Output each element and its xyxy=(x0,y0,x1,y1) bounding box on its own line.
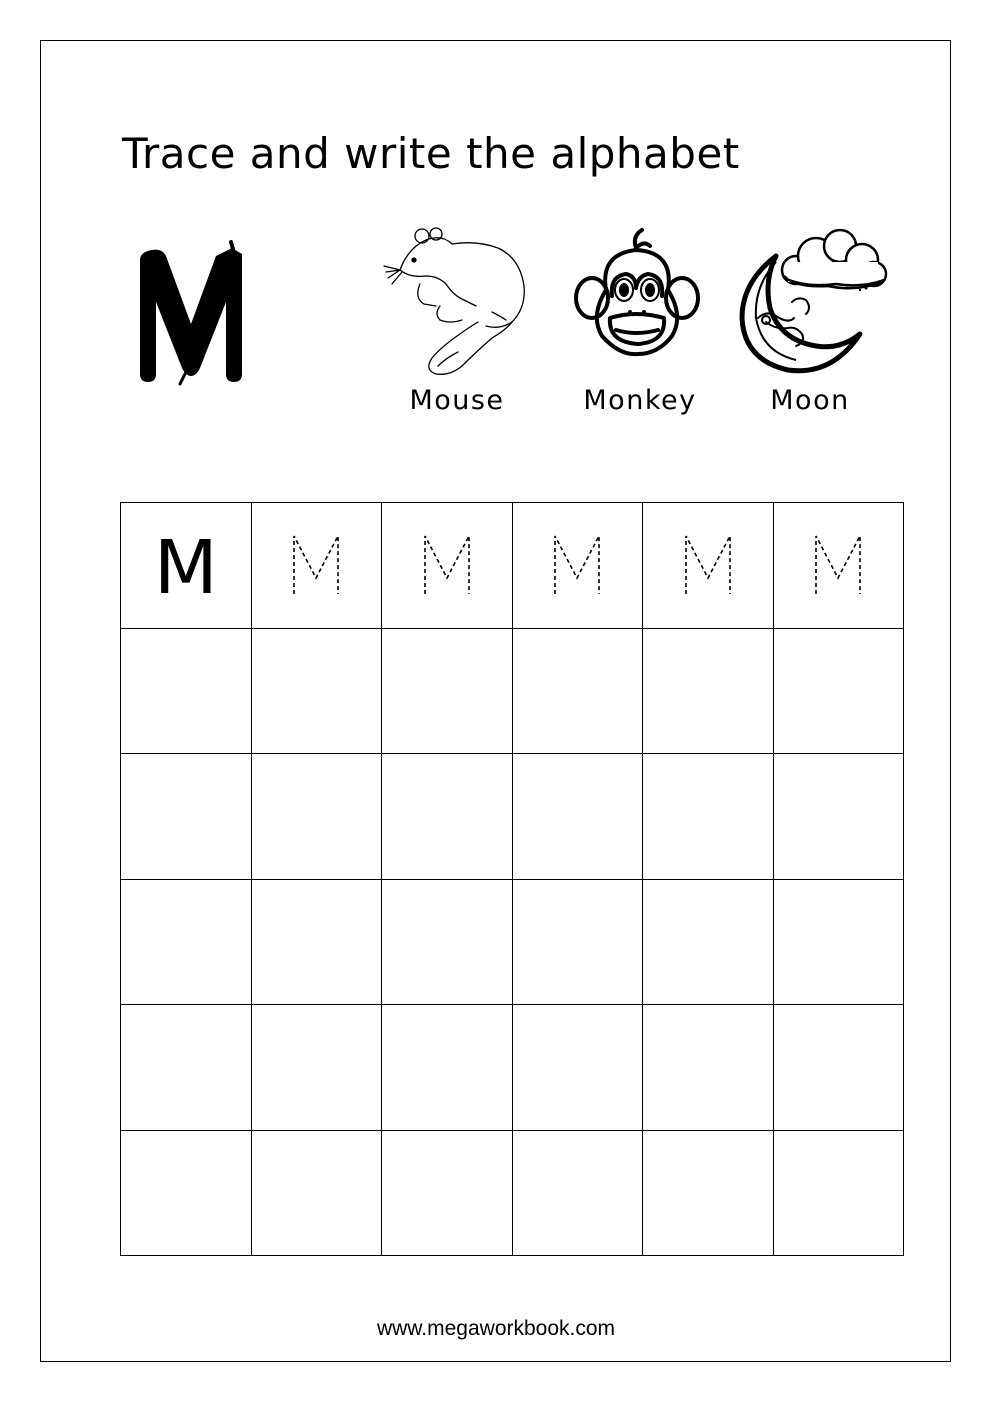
monkey-label: Monkey xyxy=(583,385,697,416)
dotted-letter-m xyxy=(551,534,603,596)
practice-cell[interactable] xyxy=(643,628,774,754)
practice-row xyxy=(121,754,904,880)
practice-cell[interactable] xyxy=(121,754,252,880)
practice-cell[interactable] xyxy=(643,879,774,1005)
moon-icon xyxy=(736,226,892,374)
practice-row xyxy=(121,1130,904,1256)
practice-cell[interactable] xyxy=(251,628,382,754)
model-cell xyxy=(121,503,252,629)
practice-cell[interactable] xyxy=(773,628,904,754)
trace-cell[interactable] xyxy=(382,503,513,629)
mouse-icon xyxy=(380,226,530,378)
monkey-icon xyxy=(570,226,704,360)
practice-cell[interactable] xyxy=(773,879,904,1005)
practice-cell[interactable] xyxy=(121,1005,252,1131)
practice-cell[interactable] xyxy=(382,1130,513,1256)
practice-cell[interactable] xyxy=(251,1130,382,1256)
practice-cell[interactable] xyxy=(773,1130,904,1256)
practice-cell[interactable] xyxy=(251,1005,382,1131)
trace-cell[interactable] xyxy=(512,503,643,629)
practice-cell[interactable] xyxy=(382,879,513,1005)
trace-cell[interactable] xyxy=(251,503,382,629)
practice-cell[interactable] xyxy=(251,879,382,1005)
trace-row xyxy=(121,503,904,629)
practice-cell[interactable] xyxy=(643,754,774,880)
worksheet-title: Trace and write the alphabet xyxy=(122,129,740,178)
practice-cell[interactable] xyxy=(251,754,382,880)
practice-cell[interactable] xyxy=(382,1005,513,1131)
dotted-letter-m xyxy=(682,534,734,596)
practice-row xyxy=(121,879,904,1005)
practice-row xyxy=(121,1005,904,1131)
practice-cell[interactable] xyxy=(512,1130,643,1256)
mouse-label: Mouse xyxy=(409,385,505,416)
practice-cell[interactable] xyxy=(643,1005,774,1131)
practice-cell[interactable] xyxy=(512,1005,643,1131)
trace-cell[interactable] xyxy=(643,503,774,629)
practice-cell[interactable] xyxy=(512,754,643,880)
dotted-letter-m xyxy=(421,534,473,596)
practice-cell[interactable] xyxy=(773,1005,904,1131)
practice-cell[interactable] xyxy=(643,1130,774,1256)
practice-cell[interactable] xyxy=(121,879,252,1005)
practice-cell[interactable] xyxy=(773,754,904,880)
dotted-letter-m xyxy=(812,534,864,596)
tracing-grid xyxy=(120,502,904,1256)
moon-label: Moon xyxy=(770,385,850,416)
practice-cell[interactable] xyxy=(121,1130,252,1256)
practice-cell[interactable] xyxy=(382,754,513,880)
big-letter-m xyxy=(132,238,250,386)
model-letter: M xyxy=(153,525,218,612)
practice-cell[interactable] xyxy=(512,879,643,1005)
practice-row xyxy=(121,628,904,754)
practice-cell[interactable] xyxy=(382,628,513,754)
dotted-letter-m xyxy=(290,534,342,596)
practice-cell[interactable] xyxy=(512,628,643,754)
trace-cell[interactable] xyxy=(773,503,904,629)
practice-cell[interactable] xyxy=(121,628,252,754)
footer-url: www.megaworkbook.com xyxy=(376,1317,616,1340)
